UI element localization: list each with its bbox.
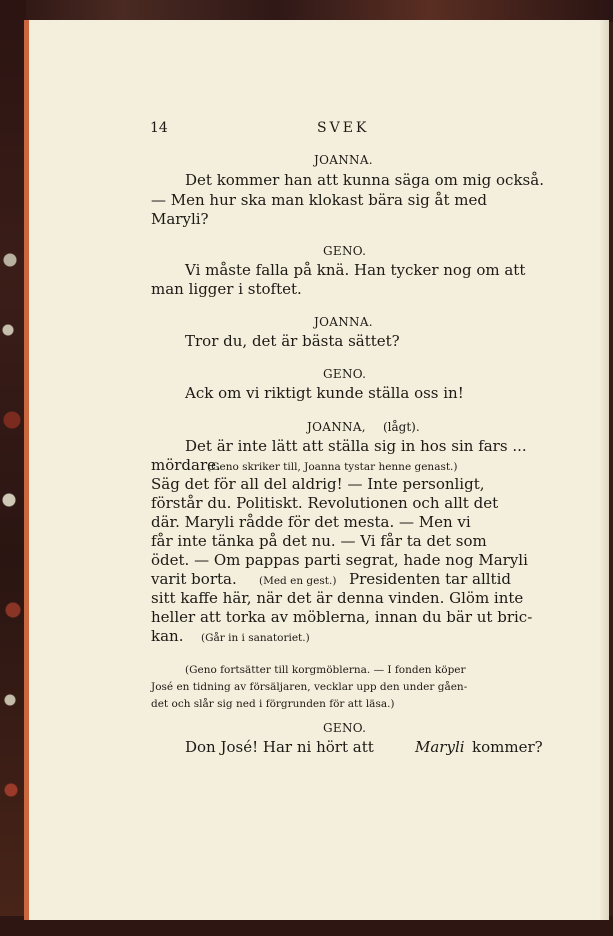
dialogue-line: Don José! Har ni hört att (185, 738, 374, 756)
dialogue-line: Ack om vi riktigt kunde ställa oss in! (185, 384, 464, 402)
dialogue-line: heller att torka av möblerna, innan du bär ut bric- (151, 608, 533, 626)
speaker-note: (lågt). (383, 420, 420, 434)
dialogue-line: mördare. (151, 456, 221, 474)
italic-name: Maryli (415, 738, 465, 756)
dialogue-line: där. Maryli rådde för det mesta. — Men vi (151, 513, 471, 531)
dialogue-line: förstår du. Politiskt. Revolutionen och allt det (151, 494, 499, 512)
book-page (24, 20, 609, 920)
speaker-name: GENO. (323, 721, 367, 735)
dialogue-line: varit borta. (151, 570, 237, 588)
dialogue-line: — Men hur ska man klokast bära sig åt med (151, 191, 487, 209)
dialogue-line: sitt kaffe här, när det är denna vinden. Glöm inte (151, 589, 524, 607)
stage-direction: (Går in i sanatoriet.) (201, 632, 310, 644)
speaker-name: JOANNA. (314, 315, 373, 329)
speaker-name: GENO. (323, 244, 367, 258)
stage-direction: (Geno fortsätter till korgmöblerna. — I fonden köper (185, 664, 466, 676)
dialogue-line: man ligger i stoftet. (151, 280, 302, 298)
page-number: 14 (150, 120, 168, 136)
dialogue-line: Maryli? (151, 210, 209, 228)
dialogue-line: Tror du, det är bästa sättet? (185, 332, 400, 350)
dialogue-line: kommer? (472, 738, 543, 756)
dialogue-line: Säg det för all del aldrig! — Inte personligt, (151, 475, 485, 493)
dialogue-line: Presidenten tar alltid (349, 570, 511, 588)
running-title: SVEK (317, 120, 370, 136)
dialogue-line: Det är inte lätt att ställa sig in hos sin fars ... (185, 437, 527, 455)
stage-direction: det och slår sig ned i förgrunden för att läsa.) (151, 698, 395, 710)
marbled-cover-edge (0, 0, 26, 936)
stage-direction: (Med en gest.) (259, 575, 337, 587)
stage-direction: José en tidning av försäljaren, vecklar upp den under gåen- (151, 681, 468, 693)
book-cover-top (0, 0, 613, 22)
dialogue-line: kan. (151, 627, 184, 645)
speaker-name: JOANNA. (314, 153, 373, 167)
dialogue-line: Det kommer han att kunna säga om mig också. (185, 171, 544, 189)
dialogue-line: får inte tänka på det nu. — Vi får ta det som (151, 532, 487, 550)
dialogue-line: ödet. — Om pappas parti segrat, hade nog Maryli (151, 551, 528, 569)
stage-direction: (Geno skriker till, Joanna tystar henne genast.) (207, 461, 458, 473)
dialogue-line: Vi måste falla på knä. Han tycker nog om att (185, 261, 526, 279)
speaker-name: GENO. (323, 367, 367, 381)
speaker-name: JOANNA, (307, 420, 366, 434)
